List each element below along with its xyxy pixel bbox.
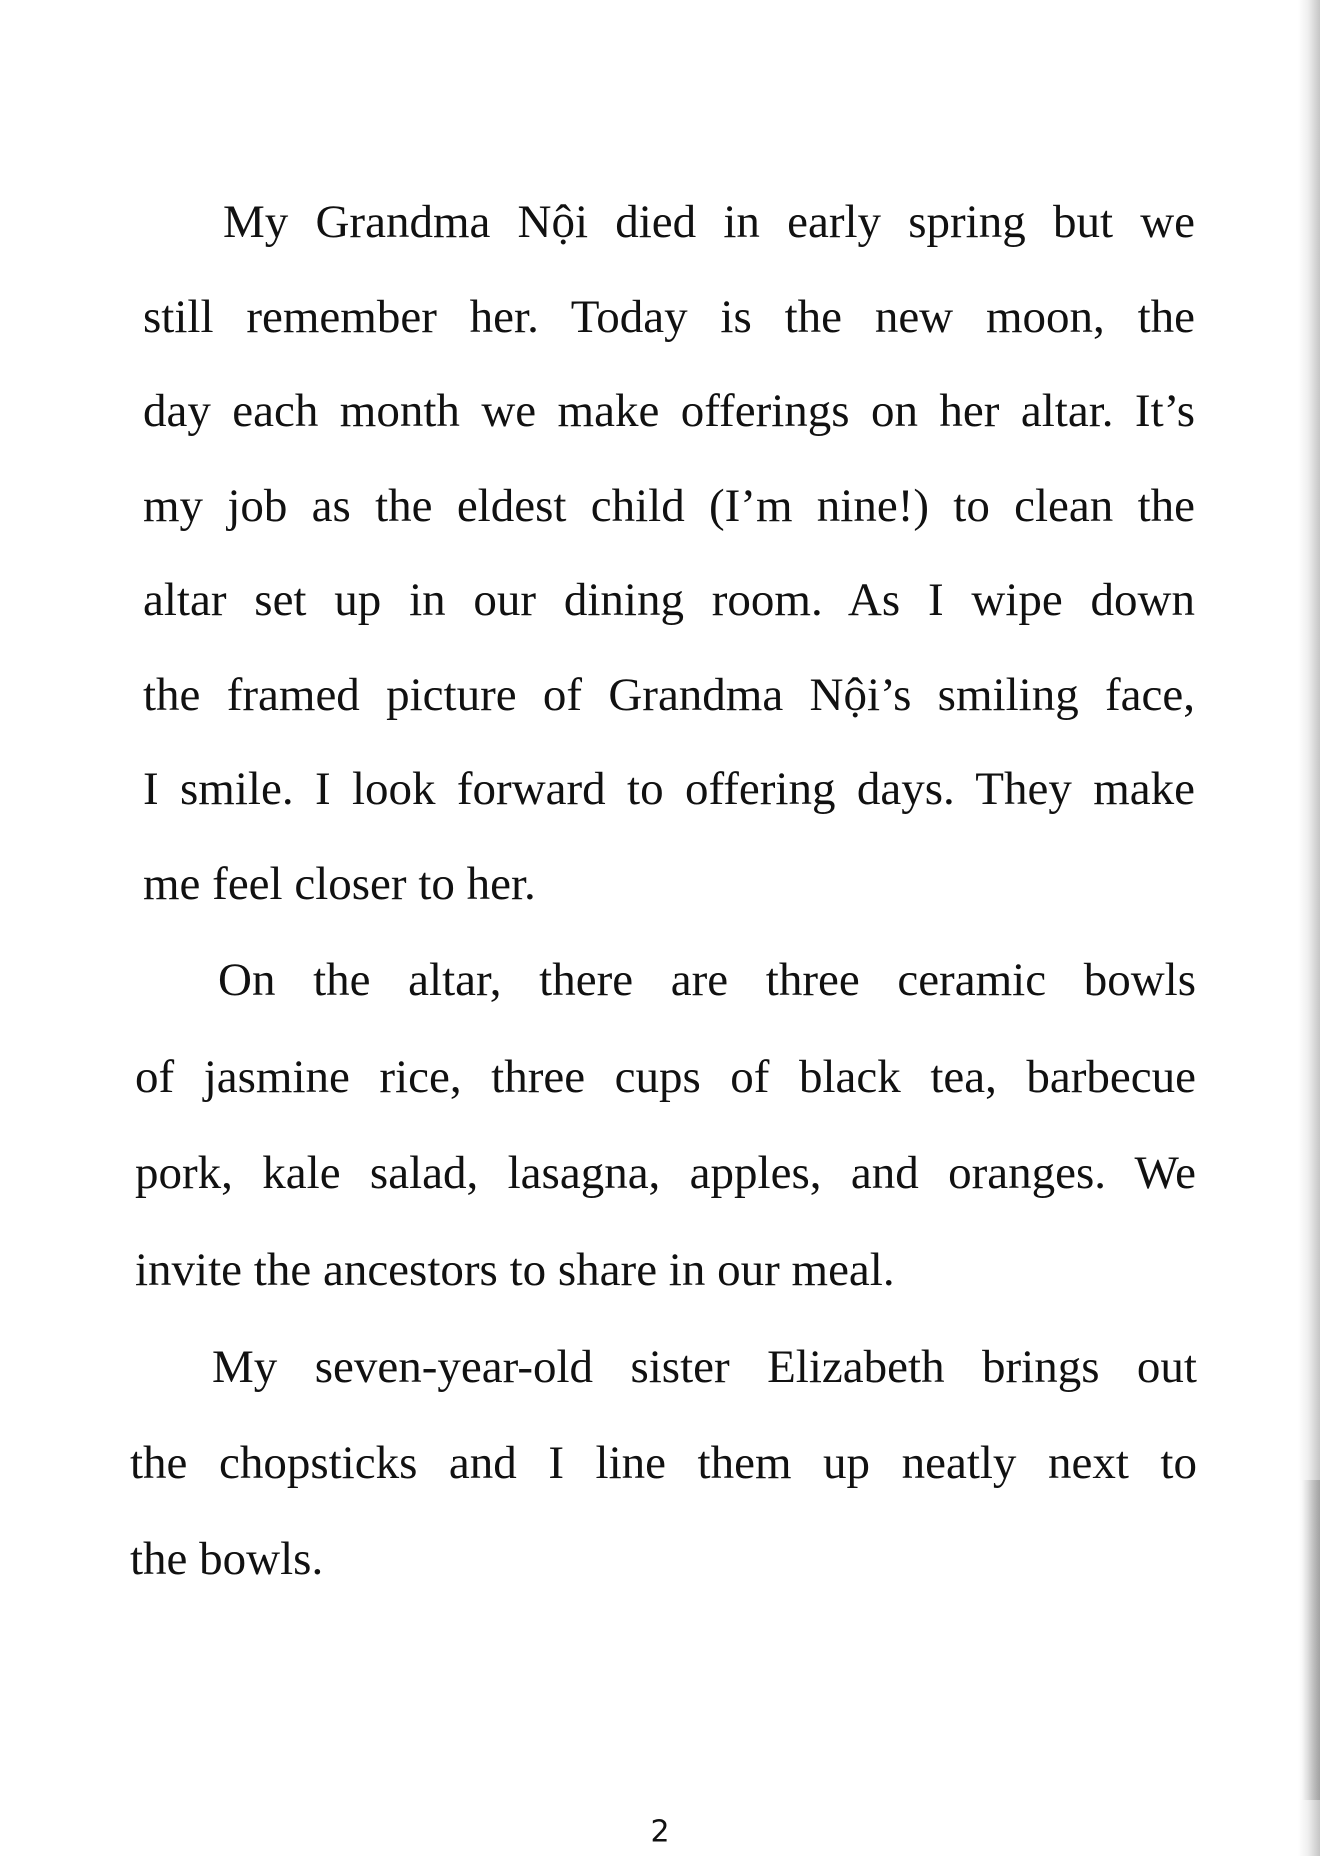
text-line: pork, kale salad, lasagna, apples, and oranges. We (135, 1147, 1196, 1199)
text-line: of jasmine rice, three cups of black tea, barbecue (135, 1051, 1196, 1103)
text-line: the framed picture of Grandma Nội’s smiling face, (143, 669, 1195, 721)
text-line: My Grandma Nội died in early spring but we (223, 196, 1195, 248)
page-number: 2 (650, 1814, 670, 1850)
text-line: My seven-year-old sister Elizabeth brings out (212, 1341, 1197, 1393)
text-line: still remember her. Today is the new moon, the (143, 291, 1195, 343)
text-line: altar set up in our dining room. As I wipe down (143, 574, 1195, 626)
text-line: invite the ancestors to share in our meal. (135, 1244, 895, 1296)
text-line: my job as the eldest child (I’m nine!) to clean the (143, 480, 1195, 532)
text-line: the bowls. (130, 1533, 324, 1585)
text-line: the chopsticks and I line them up neatly next to (130, 1437, 1197, 1489)
text-line: On the altar, there are three ceramic bowls (218, 954, 1196, 1006)
text-line: day each month we make offerings on her altar. It’s (143, 385, 1195, 437)
text-line: I smile. I look forward to offering days. They make (143, 763, 1195, 815)
text-line: me feel closer to her. (143, 858, 536, 910)
